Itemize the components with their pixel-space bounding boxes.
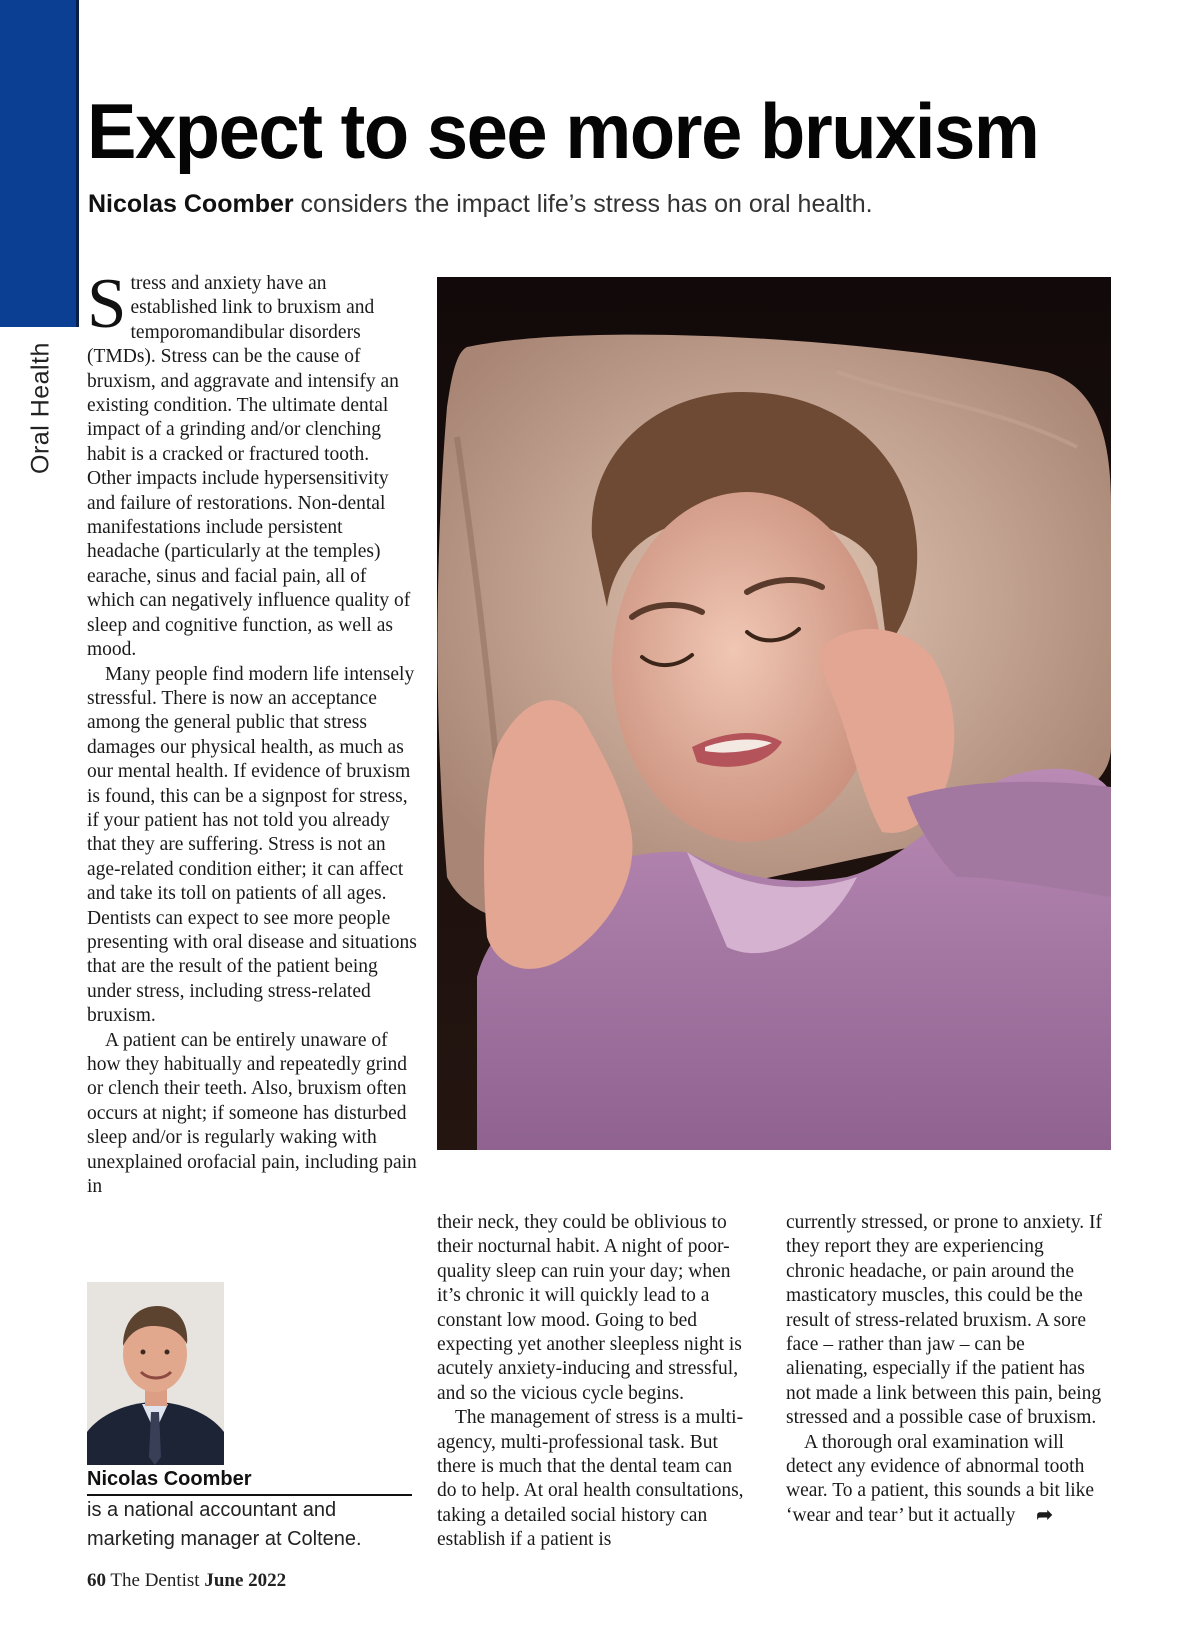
- paragraph-text: A thorough oral examination will detect any evidence of abnormal tooth wear. To a patient, this sounds a bit like ‘wear and tear’ but it actually: [786, 1431, 1095, 1526]
- paragraph: currently stressed, or prone to anxiety. If they report they are experiencing chronic headache, or pain around the masticatory muscles, this could be the result of stress-related bruxism. A sore face – rather than jaw – can be alienating, especially if the patient has not made a link between this pain, being stressed and a possible case of bruxism.: [786, 1212, 1103, 1429]
- standfirst-text: considers the impact life’s stress has on oral health.: [293, 190, 873, 218]
- article-column-1: [87, 265, 417, 1199]
- article-column-2: [437, 1211, 755, 1553]
- standfirst-author: Nicolas Coomber: [88, 190, 294, 218]
- issue-date: June 2022: [204, 1570, 287, 1591]
- section-label: Oral Health: [26, 342, 55, 474]
- drop-cap: S: [87, 265, 127, 343]
- author-photo: [87, 1282, 224, 1465]
- section-color-bar: [0, 0, 77, 327]
- article-photo: [437, 277, 1111, 1150]
- headline: Expect to see more bruxism: [87, 87, 1039, 175]
- paragraph: [786, 1431, 1106, 1529]
- paragraph: Many people find modern life intensely stressful. There is now an acceptance among the general public that stress damages our physical health, as much as our mental health. If evidence of bruxism is found, this can be a signpost for stress, if your patient has not told you already that they are suffering. Stress is not an age-related condition either; it can affect and take its toll on patients of all ages. Dentists can expect to see more people presenting with oral disease and situations that are the result of the patient being under stress, including stress-related bruxism.: [87, 663, 417, 1027]
- author-name: Nicolas Coomber: [87, 1468, 412, 1496]
- paragraph: their neck, they could be oblivious to their nocturnal habit. A night of poor-quality sleep can ruin your day; when it’s chronic it will quickly lead to a constant low mood. Going to bed expecting yet another sleepless night is acutely anxiety-inducing and stressful, and so the vicious cycle begins.: [437, 1212, 742, 1404]
- section-divider: [76, 0, 79, 327]
- author-bio: is a national accountant and marketing manager at Coltene.: [87, 1499, 362, 1550]
- paragraph: [87, 265, 417, 663]
- arrow-continue-icon: ➦: [1036, 1504, 1053, 1526]
- paragraph: A patient can be entirely unaware of how they habitually and repeatedly grind or clench their teeth. Also, bruxism often occurs at night; if someone has disturbed sleep and/or is regularly waking with unexplained orofacial pain, including pain in: [87, 1029, 417, 1198]
- magazine-name: The Dentist: [106, 1570, 205, 1591]
- paragraph-text: tress and anxiety have an established link to bruxism and temporomandibular disorders (TMDs). Stress can be the cause of bruxism, and aggravate and intensify an existing condition. The ultimate dental impact of a grinding and/or clenching habit is a cracked or fractured tooth. Other impacts include hypersensitivity and failure of restorations. Non-dental manifestations include persistent headache (particularly at the temples) earache, sinus and facial pain, all of which can negatively influence quality of sleep and cognitive function, as well as mood.: [87, 273, 411, 661]
- article-column-3: [786, 1211, 1106, 1528]
- page-footer: [87, 1570, 286, 1592]
- page-number: 60: [87, 1570, 106, 1591]
- standfirst: [88, 190, 873, 219]
- paragraph: The management of stress is a multi-agency, multi-professional task. But there is much that the dental team can do to help. At oral health consultations, taking a detailed social history can establish if a patient is: [437, 1407, 744, 1551]
